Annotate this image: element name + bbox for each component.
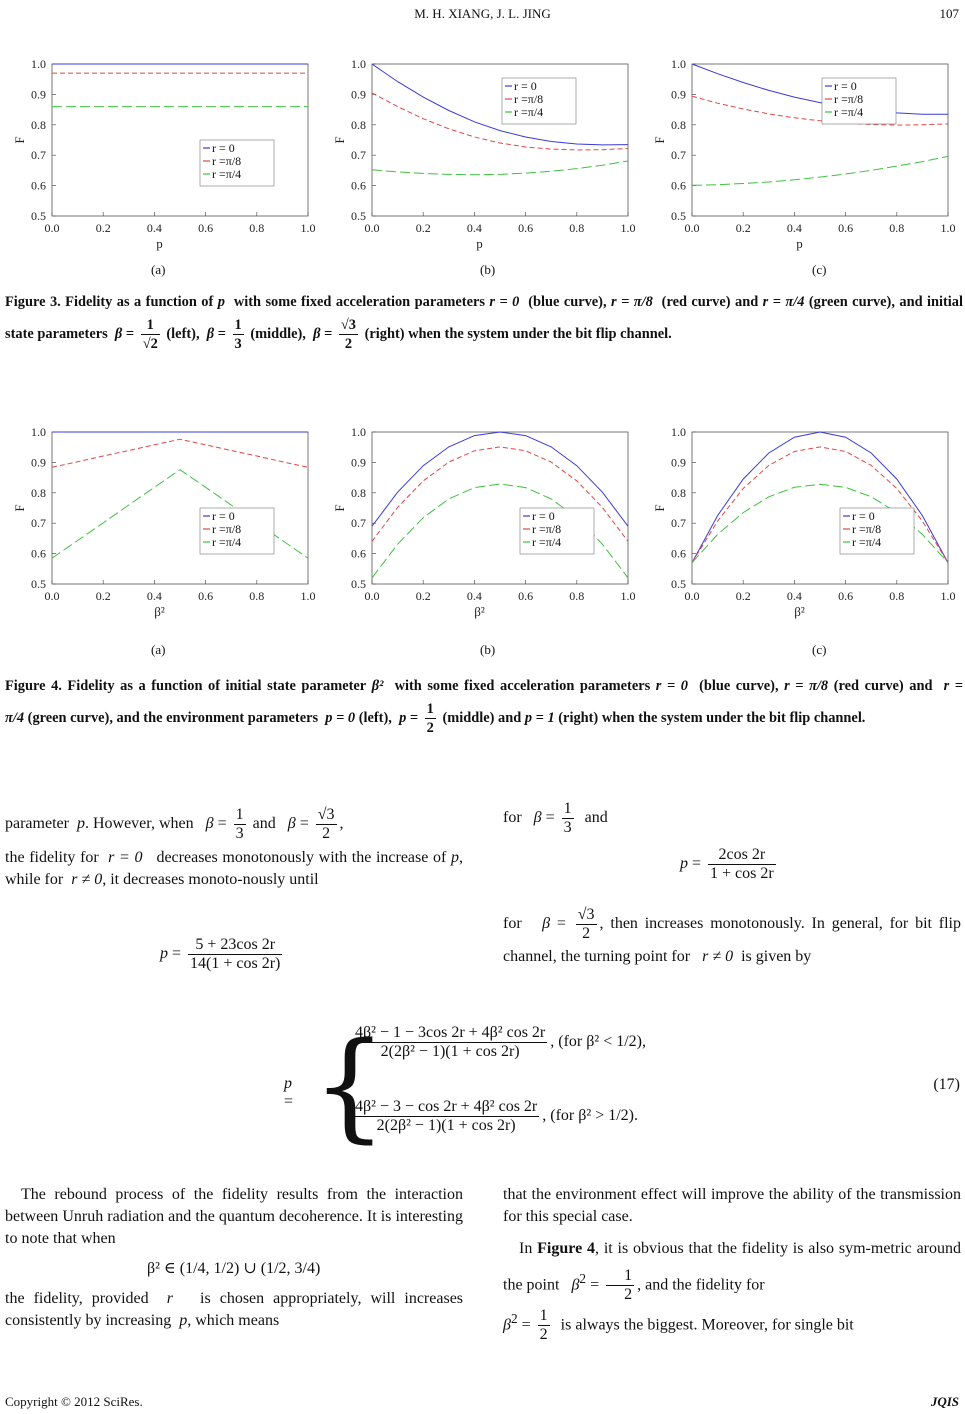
fig4a-legend-label-2: r =π/4 <box>212 535 242 549</box>
body-left-top: parameter p. However, when β = $\frac{1}{3}$ and β = $\frac{√3}{2}$ , the fidelity for r = 0 decreases monotonously with the increase of p, while for r ≠ 0, it decreases monoto-nously until <box>5 806 464 888</box>
fig4c-legend-label-1: r =π/8 <box>852 522 882 536</box>
fig4a-y-tick-label: 0.9 <box>31 455 46 470</box>
page-number: 107 <box>939 6 959 21</box>
fig4b-x-tick-label: 0.4 <box>466 589 482 603</box>
fig3c-legend-label-2: r =π/4 <box>834 105 864 119</box>
fig3c-y-tick-label: 0.5 <box>671 209 686 223</box>
fig3a-legend-label-0: r = 0 <box>212 141 235 155</box>
fig4c-x-tick-label: 1.0 <box>940 589 956 603</box>
fig3b-x-tick-label: 1.0 <box>620 221 636 235</box>
fig4a-x-tick-label: 0.4 <box>146 589 162 603</box>
fig3a-x-tick-label: 0.4 <box>146 221 162 235</box>
fig3c-x-axis-label: p <box>796 236 803 251</box>
fig3a-x-tick-label: 0.0 <box>44 221 60 235</box>
fig3c-y-tick-label: 0.8 <box>671 117 686 132</box>
fig4a-x-tick-label: 0.0 <box>44 589 60 603</box>
fig4-sublabel-c: (c) <box>812 642 827 657</box>
fig3b-y-tick-label: 0.6 <box>351 178 366 193</box>
body-left-bottom: The rebound process of the fidelity results from the interaction between Unruh radiation and the quantum decoherence. It is interesting to note that when β² ∈ (1/4, 1/2) ∪ (1/2, 3/4) the fidelity, provided r is chosen appropriately, will increases consistently by increasing p, which means <box>5 1186 464 1329</box>
fig3-caption: Figure 3. Fidelity as a function of p with some fixed acceleration parameters r = 0 (blue curve), r = π/8 (red curve) and r = π/4 (green curve), and initial state parameters β = $\frac{1}{√2}$ (left), β = $\frac{1}{3}$ (middle), β = $\frac{√3}{2}$ (right) when the system under the bit flip channel. <box>5 294 963 352</box>
fig3b-series-line-1 <box>372 93 628 150</box>
fig3b-series-line-0 <box>372 64 628 145</box>
body-right-mid: for β = $\frac{√3}{2}$ , then increases monotonously. In general, for bit flip channel, the turning point for r ≠ 0 is given by <box>503 906 961 965</box>
fig4c-x-tick-label: 0.0 <box>684 589 700 603</box>
fig3b-series-line-2 <box>372 161 628 175</box>
fig3b-y-tick-label: 0.9 <box>351 87 366 102</box>
fig4b-legend-label-2: r =π/4 <box>532 535 562 549</box>
fig3c-x-tick-label: 0.8 <box>889 221 905 235</box>
fig4a-y-tick-label: 0.6 <box>31 546 46 561</box>
fig4b-y-tick-label: 0.6 <box>351 546 366 561</box>
fig4-panel-b <box>320 418 640 630</box>
running-header: M. H. XIANG, J. L. JING <box>414 6 551 21</box>
fig3a-x-tick-label: 0.2 <box>95 221 111 235</box>
fig4c-x-axis-label: β² <box>794 604 805 619</box>
footer-journal: JQIS <box>930 1394 959 1409</box>
fig4b-y-tick-label: 0.8 <box>351 485 366 500</box>
fig3b-y-tick-label: 0.5 <box>351 209 366 223</box>
fig4b-y-tick-label: 0.7 <box>351 516 366 531</box>
fig3c-series-line-1 <box>692 96 948 125</box>
fig4-caption: Figure 4. Fidelity as a function of initial state parameter β² with some fixed acceleration parameters r = 0 (blue curve), r = π/8 (red curve) and r = π/4 (green curve), and the environment parameters p = 0 (left), p = $\frac{1}{2}$ (middle) and p = 1 (right) when the system under the bit flip channel. <box>5 678 964 736</box>
equation-p2: p = $\frac{2\cos 2r}{1 + \cos 2r}$ <box>680 846 774 882</box>
fig4a-y-tick-label: 1.0 <box>31 425 46 439</box>
fig3b-plot-frame <box>372 64 628 216</box>
fig4b-y-tick-label: 0.9 <box>351 455 366 470</box>
fig3a-x-tick-label: 0.6 <box>198 221 214 235</box>
fig3a-y-tick-label: 0.8 <box>31 117 46 132</box>
fig4a-legend-label-0: r = 0 <box>212 509 235 523</box>
fig4-sublabel-b: (b) <box>480 642 496 657</box>
fig3c-legend-label-1: r =π/8 <box>834 92 864 106</box>
fig4c-y-tick-label: 0.6 <box>671 546 686 561</box>
fig3-sublabel-c: (c) <box>812 262 827 277</box>
fig3a-legend-label-2: r =π/4 <box>212 167 242 181</box>
fig3a-y-tick-label: 0.7 <box>31 148 46 163</box>
fig3-panel-c <box>640 50 960 262</box>
fig4b-x-tick-label: 0.0 <box>364 589 380 603</box>
fig4c-x-tick-label: 0.4 <box>786 589 802 603</box>
fig3a-y-tick-label: 0.9 <box>31 87 46 102</box>
body-right-top: for β = $\frac{1}{3}$ and <box>503 800 608 836</box>
fig4a-x-axis-label: β² <box>154 604 165 619</box>
fig4a-y-axis-label: F <box>12 504 27 512</box>
fig4b-x-axis-label: β² <box>474 604 485 619</box>
footer-copyright: Copyright © 2012 SciRes. <box>5 1394 143 1409</box>
fig4-panel-c <box>640 418 960 630</box>
fig4c-legend-label-0: r = 0 <box>852 509 875 523</box>
fig3b-x-tick-label: 0.4 <box>466 221 482 235</box>
fig4a-chart <box>0 418 320 630</box>
fig4c-y-tick-label: 0.7 <box>671 516 686 531</box>
fig3c-y-tick-label: 1.0 <box>671 57 686 71</box>
fig3b-chart <box>320 50 640 262</box>
fig3c-y-axis-label: F <box>652 136 667 144</box>
fig3-panel-b <box>320 50 640 262</box>
fig4c-y-tick-label: 0.8 <box>671 485 686 500</box>
fig3a-y-tick-label: 0.6 <box>31 178 46 193</box>
fig3b-y-axis-label: F <box>332 136 347 144</box>
fig4c-y-axis-label: F <box>652 504 667 512</box>
fig4c-chart <box>640 418 960 630</box>
fig3b-y-tick-label: 0.8 <box>351 117 366 132</box>
fig3b-x-axis-label: p <box>476 236 483 251</box>
fig4a-y-tick-label: 0.7 <box>31 516 46 531</box>
fig3c-y-tick-label: 0.7 <box>671 148 686 163</box>
fig3c-y-tick-label: 0.6 <box>671 178 686 193</box>
fig3-panel-a <box>0 50 320 262</box>
fig4a-x-tick-label: 1.0 <box>300 589 316 603</box>
fig3a-x-tick-label: 0.8 <box>249 221 265 235</box>
fig3c-legend-label-0: r = 0 <box>834 79 857 93</box>
fig4-sublabel-a: (a) <box>151 642 166 657</box>
fig3b-x-tick-label: 0.2 <box>415 221 431 235</box>
fig3b-x-tick-label: 0.0 <box>364 221 380 235</box>
fig3-sublabel-a: (a) <box>151 262 166 277</box>
fig3c-x-tick-label: 1.0 <box>940 221 956 235</box>
fig3a-chart <box>0 50 320 262</box>
fig3c-x-tick-label: 0.2 <box>735 221 751 235</box>
fig4b-chart <box>320 418 640 630</box>
fig3a-x-axis-label: p <box>156 236 163 251</box>
fig3a-y-axis-label: F <box>12 136 27 144</box>
fig3b-legend-label-2: r =π/4 <box>514 105 544 119</box>
fig4a-y-tick-label: 0.5 <box>31 577 46 591</box>
fig3a-x-tick-label: 1.0 <box>300 221 316 235</box>
fig4b-legend-label-1: r =π/8 <box>532 522 562 536</box>
fig4c-x-tick-label: 0.6 <box>838 589 854 603</box>
fig3c-plot-frame <box>692 64 948 216</box>
fig3c-series-line-2 <box>692 156 948 185</box>
fig4b-legend-label-0: r = 0 <box>532 509 555 523</box>
fig4a-y-tick-label: 0.8 <box>31 485 46 500</box>
fig4b-y-tick-label: 1.0 <box>351 425 366 439</box>
fig3c-x-tick-label: 0.4 <box>786 221 802 235</box>
fig3c-chart <box>640 50 960 262</box>
fig3b-y-tick-label: 0.7 <box>351 148 366 163</box>
fig4a-x-tick-label: 0.8 <box>249 589 265 603</box>
equation-17-number: (17) <box>933 1076 960 1093</box>
fig4b-y-axis-label: F <box>332 504 347 512</box>
fig3b-legend-label-0: r = 0 <box>514 79 537 93</box>
fig3b-y-tick-label: 1.0 <box>351 57 366 71</box>
fig4c-x-tick-label: 0.2 <box>735 589 751 603</box>
fig4c-x-tick-label: 0.8 <box>889 589 905 603</box>
fig4c-legend-label-2: r =π/4 <box>852 535 882 549</box>
fig4b-x-tick-label: 0.8 <box>569 589 585 603</box>
fig4b-x-tick-label: 0.2 <box>415 589 431 603</box>
body-right-bottom: that the environment effect will improve the ability of the transmission for this special case. In Figure 4, it is obvious that the fidelity is also sym-metric around the point $\beta^2$ = $\frac{1}{2}$ , and the fidelity for $\beta^2$ = $\frac{1}{2}$ is always the biggest. Moreover, for single bit <box>503 1186 961 1344</box>
fig3c-x-tick-label: 0.0 <box>684 221 700 235</box>
fig4a-x-tick-label: 0.2 <box>95 589 111 603</box>
fig4b-y-tick-label: 0.5 <box>351 577 366 591</box>
fig3b-x-tick-label: 0.8 <box>569 221 585 235</box>
fig3c-y-tick-label: 0.9 <box>671 87 686 102</box>
fig4c-y-tick-label: 1.0 <box>671 425 686 439</box>
fig4a-x-tick-label: 0.6 <box>198 589 214 603</box>
fig4b-x-tick-label: 1.0 <box>620 589 636 603</box>
fig4a-legend-label-1: r =π/8 <box>212 522 242 536</box>
fig3a-y-tick-label: 0.5 <box>31 209 46 223</box>
fig4c-y-tick-label: 0.9 <box>671 455 686 470</box>
fig3b-x-tick-label: 0.6 <box>518 221 534 235</box>
equation-p1: p = $\frac{5 + 23\cos 2r}{14(1 + \cos 2r)}$ <box>160 936 281 972</box>
fig4a-series-line-1 <box>52 439 308 467</box>
fig3a-legend-label-1: r =π/8 <box>212 154 242 168</box>
fig4-panel-a <box>0 418 320 630</box>
fig3c-x-tick-label: 0.6 <box>838 221 854 235</box>
fig3c-series-line-0 <box>692 64 948 114</box>
fig3a-y-tick-label: 1.0 <box>31 57 46 71</box>
fig4c-y-tick-label: 0.5 <box>671 577 686 591</box>
fig3-sublabel-b: (b) <box>480 262 496 277</box>
fig4b-x-tick-label: 0.6 <box>518 589 534 603</box>
fig3b-legend-label-1: r =π/8 <box>514 92 544 106</box>
